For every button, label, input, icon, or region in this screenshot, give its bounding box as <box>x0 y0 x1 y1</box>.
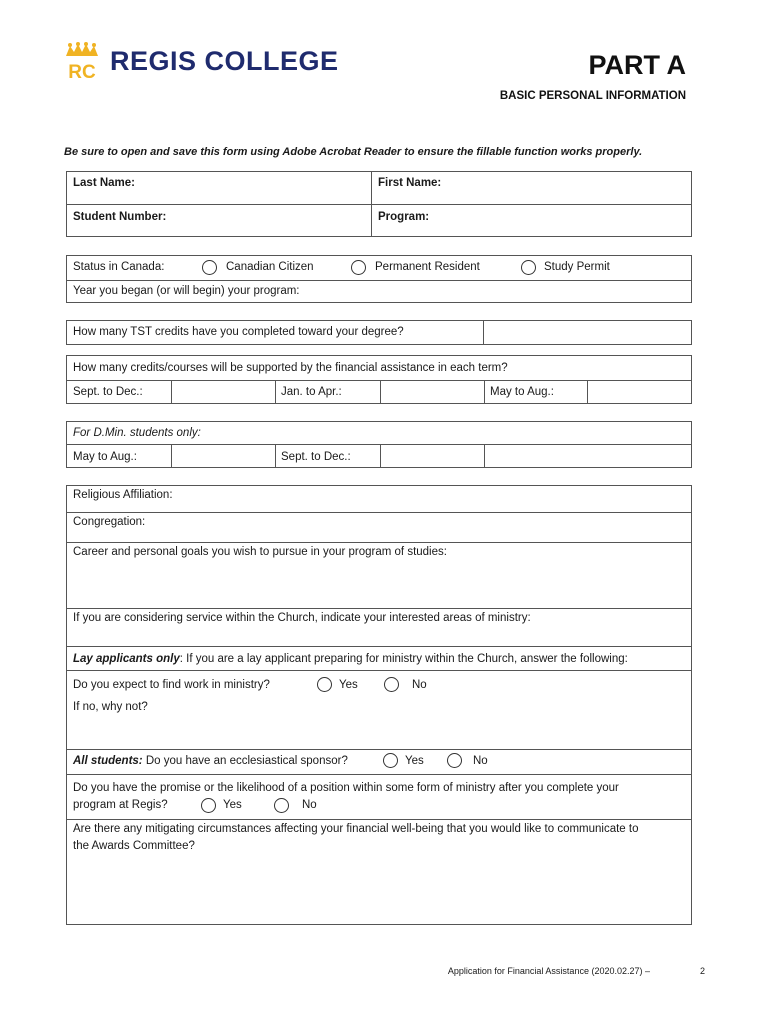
promise-question-line2: program at Regis? <box>73 799 168 811</box>
expect-work-yes-radio[interactable] <box>317 677 332 692</box>
promise-no-label: No <box>302 799 317 811</box>
college-name: REGIS COLLEGE <box>110 45 339 76</box>
expect-work-no-radio[interactable] <box>384 677 399 692</box>
promise-yes-label: Yes <box>223 799 242 811</box>
dmin-heading: For D.Min. students only: <box>73 427 201 439</box>
credits-may-aug-label: May to Aug.: <box>490 386 554 398</box>
lay-applicants-bold: Lay applicants only <box>73 653 180 665</box>
permanent-resident-label: Permanent Resident <box>375 261 480 273</box>
promise-yes-radio[interactable] <box>201 798 216 813</box>
sponsor-question: Do you have an ecclesiastical sponsor? <box>142 755 348 767</box>
study-permit-radio[interactable] <box>521 260 536 275</box>
dmin-section <box>66 421 692 468</box>
lay-applicants-rest: : If you are a lay applicant preparing for ministry within the Church, answer the following: <box>179 653 628 665</box>
page-number: 2 <box>700 966 706 976</box>
permanent-resident-radio[interactable] <box>351 260 366 275</box>
promise-no-radio[interactable] <box>274 798 289 813</box>
credits-may-aug-field[interactable] <box>589 382 689 402</box>
footer-text: Application for Financial Assistance (2020.02.27) – <box>447 966 650 976</box>
last-name-field[interactable] <box>207 173 367 201</box>
tst-question: How many TST credits have you completed toward your degree? <box>73 326 404 338</box>
year-began-label: Year you began (or will begin) your program: <box>73 285 300 297</box>
study-permit-label: Study Permit <box>544 261 610 273</box>
dmin-sept-dec-field[interactable] <box>382 446 482 466</box>
first-name-label: First Name: <box>378 177 442 189</box>
mitigating-question-line1: Are there any mitigating circumstances affecting your financial well-being that you would like to communicate to <box>73 823 639 835</box>
status-section <box>66 255 692 303</box>
college-logo <box>64 42 339 80</box>
congregation-label: Congregation: <box>73 516 146 528</box>
instruction-text: Be sure to open and save this form using Adobe Acrobat Reader to ensure the fillable function works properly. <box>64 146 643 158</box>
sponsor-yes-radio[interactable] <box>383 753 398 768</box>
all-students-bold: All students: <box>73 755 143 767</box>
dmin-sept-dec-label: Sept. to Dec.: <box>281 451 351 463</box>
first-name-field[interactable] <box>447 173 687 201</box>
student-number-label: Student Number: <box>73 211 167 223</box>
dmin-may-aug-label: May to Aug.: <box>73 451 137 463</box>
credits-sept-dec-label: Sept. to Dec.: <box>73 386 143 398</box>
student-number-field[interactable] <box>207 206 367 234</box>
details-section <box>66 485 692 925</box>
religious-affiliation-field[interactable] <box>187 487 687 510</box>
year-began-field[interactable] <box>327 282 687 302</box>
mitigating-field[interactable] <box>71 858 687 920</box>
expect-work-no-label: No <box>412 679 427 691</box>
tst-credits-field[interactable] <box>485 321 691 344</box>
crown-logo-icon <box>64 42 100 80</box>
congregation-field[interactable] <box>157 514 687 540</box>
promise-question-line1: Do you have the promise or the likelihood of a position within some form of ministry after you complete your <box>73 782 619 794</box>
canadian-citizen-label: Canadian Citizen <box>226 261 314 273</box>
logo-letters: RC <box>68 62 96 80</box>
expect-work-yes-label: Yes <box>339 679 358 691</box>
religious-affiliation-label: Religious Affiliation: <box>73 489 173 501</box>
if-no-label: If no, why not? <box>73 701 148 713</box>
credits-section <box>66 355 692 404</box>
if-no-field[interactable] <box>71 716 687 746</box>
part-title: PART A <box>588 50 686 80</box>
canadian-citizen-radio[interactable] <box>202 260 217 275</box>
credits-question: How many credits/courses will be supported by the financial assistance in each term? <box>73 362 508 374</box>
career-goals-field[interactable] <box>71 562 687 606</box>
sponsor-no-label: No <box>473 755 488 767</box>
section-title: BASIC PERSONAL INFORMATION <box>499 90 686 102</box>
lay-applicants-text <box>73 653 628 665</box>
credits-jan-apr-field[interactable] <box>382 382 482 402</box>
tst-section <box>66 320 692 345</box>
program-field[interactable] <box>447 206 687 234</box>
ministry-areas-label: If you are considering service within the Church, indicate your interested areas of ministry: <box>73 612 531 624</box>
credits-sept-dec-field[interactable] <box>173 382 273 402</box>
ministry-areas-field[interactable] <box>71 626 687 644</box>
sponsor-text <box>73 755 348 767</box>
career-goals-label: Career and personal goals you wish to pursue in your program of studies: <box>73 546 447 558</box>
sponsor-no-radio[interactable] <box>447 753 462 768</box>
expect-work-label: Do you expect to find work in ministry? <box>73 679 270 691</box>
credits-jan-apr-label: Jan. to Apr.: <box>281 386 342 398</box>
last-name-label: Last Name: <box>73 177 135 189</box>
name-section <box>66 171 692 237</box>
status-label: Status in Canada: <box>73 261 165 273</box>
dmin-may-aug-field[interactable] <box>173 446 273 466</box>
sponsor-yes-label: Yes <box>405 755 424 767</box>
program-label: Program: <box>378 211 430 223</box>
mitigating-question-line2: the Awards Committee? <box>73 840 195 852</box>
